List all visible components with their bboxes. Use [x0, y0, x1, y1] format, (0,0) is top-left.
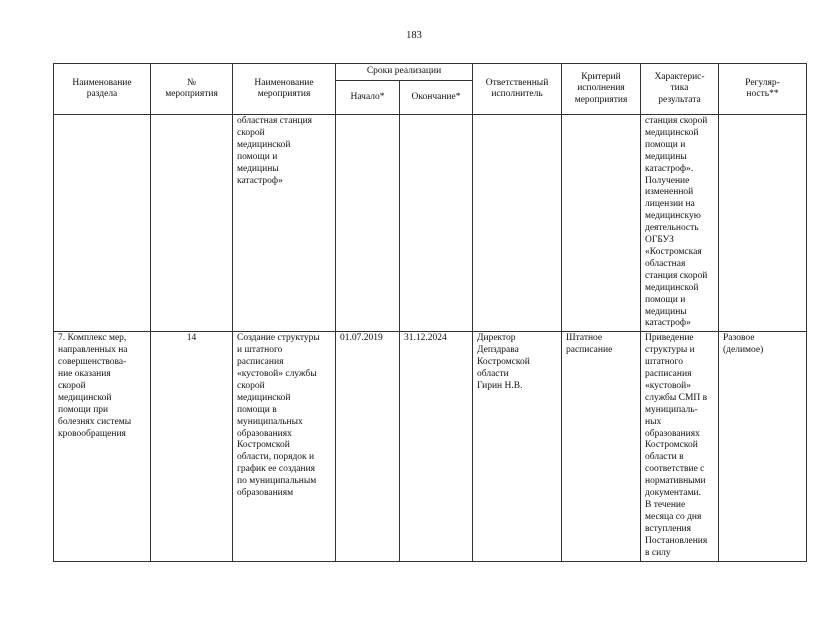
cell-event-name: областная станция скорой медицинской помощи и медицины катастроф» [233, 115, 336, 332]
cell-criterion: Штатное расписание [562, 332, 641, 561]
page-number: 183 [406, 30, 422, 41]
cell-section-name: 7. Комплекс мер, направленных на совершенствова- ние оказания скорой медицинской помощи при болезнях системы кровообращения [54, 332, 151, 561]
cell-result: станция скорой медицинской помощи и медицины катастроф». Получение измененной лицензии на медицинскую деятельность ОГБУЗ «Костромская областная станция скорой медицинской помощи и медицины катастроф» [641, 115, 719, 332]
cell-criterion [562, 115, 641, 332]
cell-event-number [151, 115, 233, 332]
header-criterion: Критерий исполнения мероприятия [562, 64, 641, 115]
table-row [54, 115, 807, 332]
header-regularity: Регуляр- ность** [719, 64, 807, 115]
cell-start: 01.07.2019 [336, 332, 400, 561]
table-row [54, 332, 807, 561]
cell-responsible: Директор Депздрава Костромской области Гирин Н.В. [473, 332, 562, 561]
cell-regularity [719, 115, 807, 332]
header-result: Характерис- тика результата [641, 64, 719, 115]
cell-end: 31.12.2024 [400, 332, 473, 561]
cell-event-number: 14 [151, 332, 233, 561]
cell-end [400, 115, 473, 332]
header-responsible: Ответственный исполнитель [473, 64, 562, 115]
cell-event-name: Создание структуры и штатного расписания «кустовой» службы скорой медицинской помощи в муниципальных образованиях Костромской области, порядок и график ее создания по муниципальным образованиям [233, 332, 336, 561]
header-event-number: № мероприятия [151, 64, 233, 115]
header-timeframe: Сроки реализации [336, 64, 473, 81]
header-section-name: Наименование раздела [54, 64, 151, 115]
cell-start [336, 115, 400, 332]
header-event-name: Наименование мероприятия [233, 64, 336, 115]
cell-regularity: Разовое (делимое) [719, 332, 807, 561]
header-end: Окончание* [400, 81, 473, 115]
cell-responsible [473, 115, 562, 332]
cell-result: Приведение структуры и штатного расписания «кустовой» службы СМП в муниципаль- ных образованиях Костромской области в соответствие с нормативными документами. В течение месяца со дня вступления Постановления в силу [641, 332, 719, 561]
header-start: Начало* [336, 81, 400, 115]
cell-section-name [54, 115, 151, 332]
events-table [53, 63, 807, 562]
